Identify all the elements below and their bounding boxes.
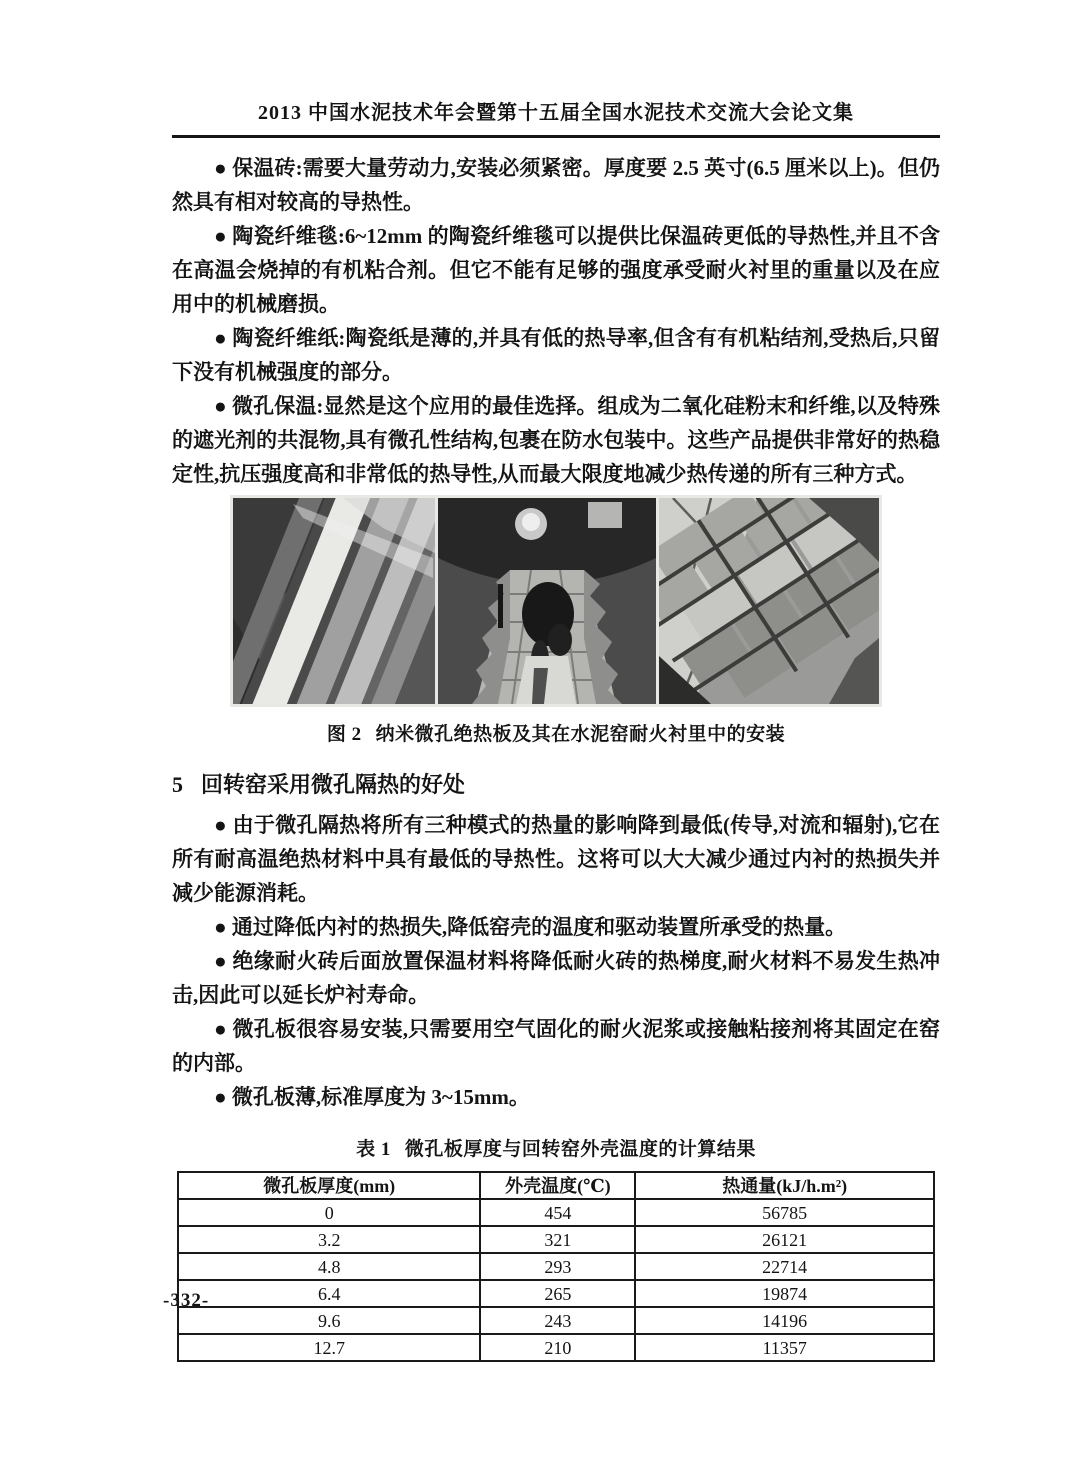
cell-temperature: 265 <box>480 1280 635 1307</box>
cell-temperature: 321 <box>480 1226 635 1253</box>
cell-temperature: 210 <box>480 1334 635 1361</box>
header-rule <box>172 135 940 138</box>
col-header-heat-flux: 热通量(kJ/h.m²) <box>635 1172 934 1199</box>
table-header-row <box>178 1172 934 1199</box>
figure2-caption <box>172 719 940 746</box>
bullet-ceramic-fiber-paper: ● 陶瓷纤维纸:陶瓷纸是薄的,并具有低的热导率,但含有有机粘结剂,受热后,只留下没有机械强度的部分。 <box>172 326 940 384</box>
figure-2 <box>172 495 940 746</box>
bullet-ceramic-fiber-blanket: ● 陶瓷纤维毯:6~12mm 的陶瓷纤维毯可以提供比保温砖更低的导热性,并且不含在高温会烧掉的有机粘合剂。但它不能有足够的强度承受耐火衬里的重量以及在应用中的机械磨损。 <box>172 224 940 316</box>
table1-caption-text: 微孔板厚度与回转窑外壳温度的计算结果 <box>404 1139 756 1160</box>
table1-caption <box>172 1134 940 1161</box>
section5-title: 回转窑采用微孔隔热的好处 <box>201 772 466 797</box>
table-row <box>178 1280 934 1307</box>
figure2-photo-strip <box>230 495 882 707</box>
col-header-thickness: 微孔板厚度(mm) <box>178 1172 480 1199</box>
bullet-insulating-brick: ● 保温砖:需要大量劳动力,安装必须紧密。厚度要 2.5 英寸(6.5 厘米以上)。但仍然具有相对较高的导热性。 <box>172 156 940 214</box>
cell-heat-flux: 56785 <box>635 1199 934 1226</box>
bullet-thin-boards: ● 微孔板薄,标准厚度为 3~15mm。 <box>214 1085 530 1109</box>
cell-thickness: 9.6 <box>178 1307 480 1334</box>
cell-temperature: 454 <box>480 1199 635 1226</box>
section5-number: 5 <box>172 772 183 797</box>
kiln-interior-installation-photo <box>438 498 656 704</box>
figure2-caption-text: 纳米微孔绝热板及其在水泥窑耐火衬里中的安装 <box>375 724 786 745</box>
cell-heat-flux: 26121 <box>635 1226 934 1253</box>
calculation-results-table <box>177 1171 935 1362</box>
bullet-easy-installation: ● 微孔板很容易安装,只需要用空气固化的耐火泥浆或接触粘接剂将其固定在窑的内部。 <box>172 1017 940 1075</box>
table1-block <box>172 1134 940 1362</box>
proceedings-title: 2013 中国水泥技术年会暨第十五届全国水泥技术交流大会论文集 <box>258 102 854 124</box>
bullet-lowest-conductivity: ● 由于微孔隔热将所有三种模式的热量的影响降到最低(传导,对流和辐射),它在所有耐高温绝热材料中具有最低的导热性。这将可以大大减少通过内衬的热损失并减少能源消耗。 <box>172 813 940 905</box>
table-row <box>178 1226 934 1253</box>
brick-lining-photo <box>659 498 879 704</box>
cell-heat-flux: 19874 <box>635 1280 934 1307</box>
table-row <box>178 1307 934 1334</box>
cell-thickness: 4.8 <box>178 1253 480 1280</box>
cell-temperature: 243 <box>480 1307 635 1334</box>
figure2-caption-label: 图 2 <box>326 724 362 745</box>
table-row <box>178 1199 934 1226</box>
cell-thickness: 3.2 <box>178 1226 480 1253</box>
cell-heat-flux: 11357 <box>635 1334 934 1361</box>
intro-bullets <box>172 151 940 491</box>
section5-heading <box>172 770 940 800</box>
cell-heat-flux: 14196 <box>635 1307 934 1334</box>
cell-thickness: 6.4 <box>178 1280 480 1307</box>
microporous-panels-photo <box>233 498 435 704</box>
cell-heat-flux: 22714 <box>635 1253 934 1280</box>
cell-temperature: 293 <box>480 1253 635 1280</box>
col-header-shell-temperature: 外壳温度(℃) <box>480 1172 635 1199</box>
section5-bullets <box>172 808 940 1114</box>
cell-thickness: 12.7 <box>178 1334 480 1361</box>
bullet-thermal-gradient: ● 绝缘耐火砖后面放置保温材料将降低耐火砖的热梯度,耐火材料不易发生热冲击,因此可以延长炉衬寿命。 <box>172 949 940 1007</box>
page-header <box>172 0 940 138</box>
table-row <box>178 1253 934 1280</box>
bullet-microporous-insulation: ● 微孔保温:显然是这个应用的最佳选择。组成为二氧化硅粉末和纤维,以及特殊的遮光剂的共混物,具有微孔性结构,包裹在防水包装中。这些产品提供非常好的热稳定性,抗压强度高和非常低的热导性,从而最大限度地减少热传递的所有三种方式。 <box>172 394 940 486</box>
table1-caption-label: 表 1 <box>356 1139 391 1160</box>
bullet-lower-shell-temperature: ● 通过降低内衬的热损失,降低窑壳的温度和驱动装置所承受的热量。 <box>214 915 847 939</box>
page-number: -332- <box>163 1290 210 1311</box>
table-row <box>178 1334 934 1361</box>
cell-thickness: 0 <box>178 1199 480 1226</box>
